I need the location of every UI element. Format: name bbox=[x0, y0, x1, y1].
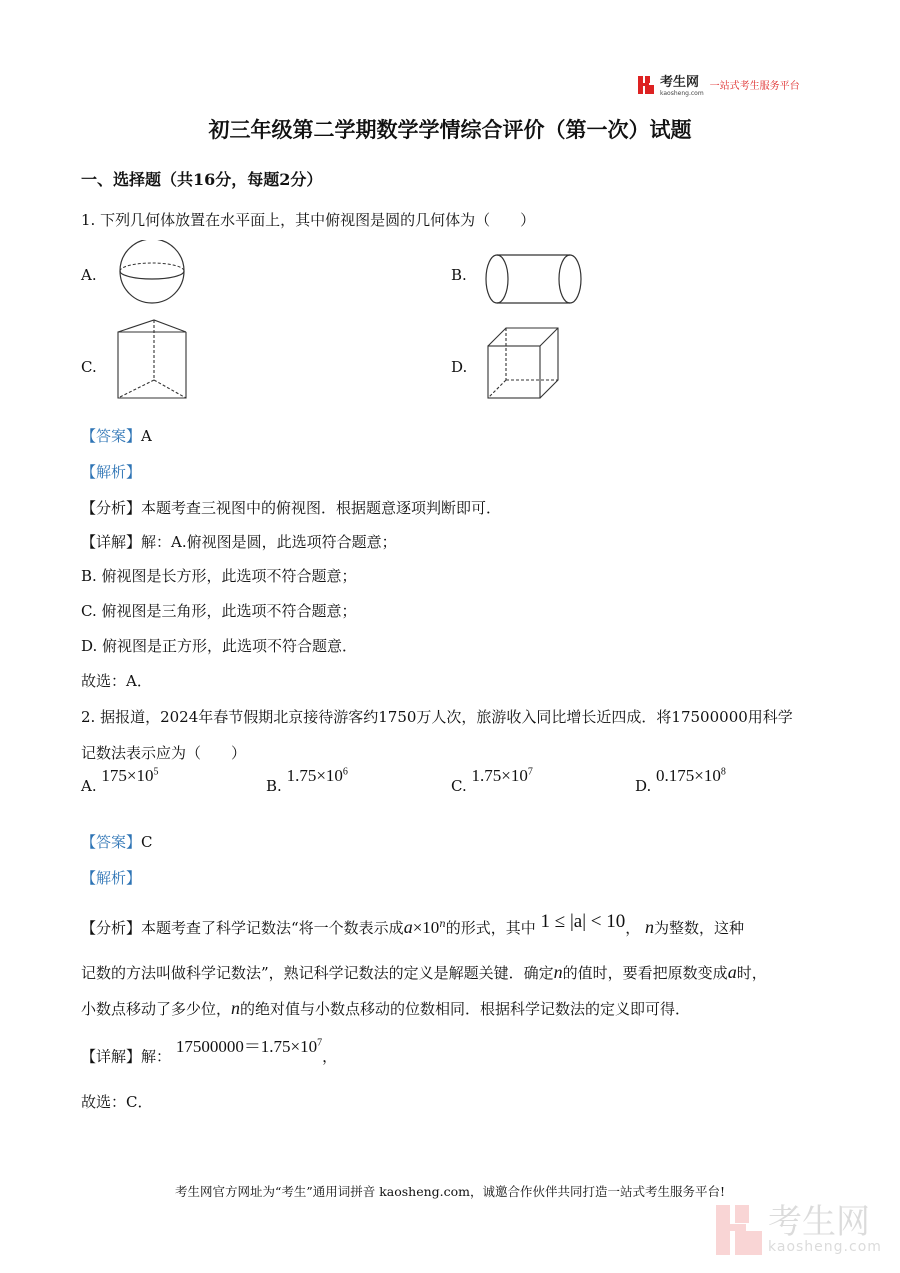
xiangjie-label: 【详解】 bbox=[81, 533, 142, 551]
option-label: C. bbox=[451, 777, 467, 795]
q1-option-b bbox=[451, 266, 467, 284]
q1-answer bbox=[81, 426, 152, 446]
xiangjie-text: 解：A.俯视图是圆，此选项符合题意； bbox=[141, 533, 397, 551]
xiangjie-text: 解： bbox=[141, 1047, 172, 1066]
answer-value: A bbox=[141, 427, 152, 445]
kaosheng-logo-icon bbox=[638, 76, 654, 94]
q2-stem-1: 2. 据报道，2024年春节假期北京接待游客约1750万人次，旅游收入同比增长近四成．将17500000用科学 bbox=[81, 708, 793, 726]
equation-base: 17500000＝1.75×10 bbox=[175, 1036, 318, 1056]
formula-exp: n bbox=[439, 919, 446, 930]
option-value bbox=[287, 766, 348, 785]
q1-option-a bbox=[81, 266, 97, 284]
answer-value: C bbox=[141, 833, 153, 851]
fenxi-text: 的绝对值与小数点移动的位数相同．根据科学记数法的定义即可得． bbox=[240, 1000, 691, 1018]
q2-answer bbox=[81, 832, 153, 852]
equation-end: ， bbox=[322, 1047, 338, 1066]
fenxi-text: 小数点移动了多少位， bbox=[81, 1000, 232, 1018]
option-label: B. bbox=[266, 777, 282, 795]
section-heading: 一、选择题（共16分，每题2分） bbox=[81, 170, 323, 189]
option-label: A. bbox=[81, 266, 97, 284]
var-n: n bbox=[553, 962, 563, 982]
logo-brand: 考生网 bbox=[660, 75, 700, 90]
answer-label: 【答案】 bbox=[81, 833, 142, 851]
q2-stem-2: 记数法表示应为（ ） bbox=[81, 744, 247, 762]
fenxi-text: 的值时，要看把原数变成 bbox=[562, 964, 728, 982]
q1-fenxi bbox=[81, 498, 501, 518]
fenxi-text: 时， bbox=[736, 964, 767, 982]
var-n: n bbox=[231, 998, 241, 1018]
q1-xiangjie bbox=[81, 532, 397, 552]
option-base: 175×10 bbox=[101, 766, 154, 785]
fenxi-label: 【分析】 bbox=[81, 919, 142, 937]
option-value bbox=[101, 766, 158, 785]
q2-conclusion: 故选：C． bbox=[81, 1093, 153, 1111]
formula-base: ×10 bbox=[412, 918, 440, 937]
option-base: 1.75×10 bbox=[471, 766, 528, 785]
option-base: 1.75×10 bbox=[286, 766, 343, 785]
q2-analysis-label: 【解析】 bbox=[81, 869, 142, 887]
logo-slogan: 一站式考生服务平台 bbox=[709, 81, 800, 92]
xiangjie-label: 【详解】 bbox=[81, 1047, 142, 1066]
inequality: 1 ≤ |a| < 10 bbox=[540, 911, 626, 932]
q1-option-c bbox=[81, 358, 97, 376]
triangular-prism-icon bbox=[116, 318, 188, 400]
option-label: B. bbox=[451, 266, 467, 284]
q1-option-d bbox=[451, 358, 467, 376]
kaosheng-watermark-icon bbox=[716, 1205, 762, 1255]
option-base: 0.175×10 bbox=[656, 766, 721, 785]
var-a: a bbox=[403, 917, 413, 937]
sphere-icon bbox=[116, 240, 188, 304]
option-exp: 7 bbox=[527, 766, 533, 778]
option-exp: 8 bbox=[720, 766, 726, 778]
footer-text: 考生网官方网址为“考生”通用词拼音 kaosheng.com，诚邀合作伙伴共同打造一站式考生服务平台! bbox=[174, 1184, 726, 1199]
logo-domain: kaosheng.com bbox=[660, 90, 704, 97]
q1-line-c: C. 俯视图是三角形，此选项不符合题意； bbox=[81, 602, 357, 620]
q2-fenxi-line3 bbox=[81, 998, 690, 1019]
fenxi-text: 记数的方法叫做科学记数法”，熟记科学记数法的定义是解题关键．确定 bbox=[81, 964, 554, 982]
option-label: D. bbox=[451, 358, 468, 376]
q1-analysis-label: 【解析】 bbox=[81, 463, 142, 481]
option-value bbox=[656, 766, 726, 785]
fenxi-text: 的形式，其中 bbox=[445, 919, 536, 937]
option-exp: 5 bbox=[153, 766, 159, 778]
cylinder-icon bbox=[485, 253, 583, 305]
var-a: a bbox=[727, 962, 737, 982]
q2-xiangjie bbox=[81, 1036, 338, 1067]
option-value bbox=[472, 766, 533, 785]
q1-stem: 1. 下列几何体放置在水平面上，其中俯视图是圆的几何体为（ ） bbox=[81, 211, 536, 229]
watermark bbox=[716, 1202, 882, 1255]
option-label: C. bbox=[81, 358, 97, 376]
option-label: D. bbox=[635, 777, 652, 795]
answer-label: 【答案】 bbox=[81, 427, 142, 445]
q2-fenxi bbox=[81, 911, 745, 938]
equation-exp: 7 bbox=[317, 1037, 323, 1048]
page-title: 初三年级第二学期数学学情综合评价（第一次）试题 bbox=[208, 117, 692, 142]
option-exp: 6 bbox=[342, 766, 348, 778]
header-logo bbox=[638, 72, 800, 97]
fenxi-text: ， bbox=[625, 919, 641, 937]
q1-conclusion: 故选：A． bbox=[81, 672, 152, 690]
option-label: A. bbox=[81, 777, 97, 795]
fenxi-text: 本题考查三视图中的俯视图．根据题意逐项判断即可． bbox=[141, 499, 502, 517]
equation bbox=[176, 1037, 322, 1056]
fenxi-label: 【分析】 bbox=[81, 499, 142, 517]
q1-line-d: D. 俯视图是正方形，此选项不符合题意． bbox=[81, 637, 358, 655]
q2-fenxi-line2 bbox=[81, 962, 767, 983]
fenxi-text: 为整数，这种 bbox=[654, 919, 745, 937]
q1-line-b: B. 俯视图是长方形，此选项不符合题意； bbox=[81, 567, 357, 585]
cube-icon bbox=[486, 326, 560, 400]
watermark-brand: 考生网 bbox=[768, 1202, 870, 1242]
watermark-domain: kaosheng.com bbox=[768, 1239, 882, 1255]
var-n: n bbox=[645, 917, 655, 937]
fenxi-text: 本题考查了科学记数法“将一个数表示成 bbox=[141, 919, 404, 937]
